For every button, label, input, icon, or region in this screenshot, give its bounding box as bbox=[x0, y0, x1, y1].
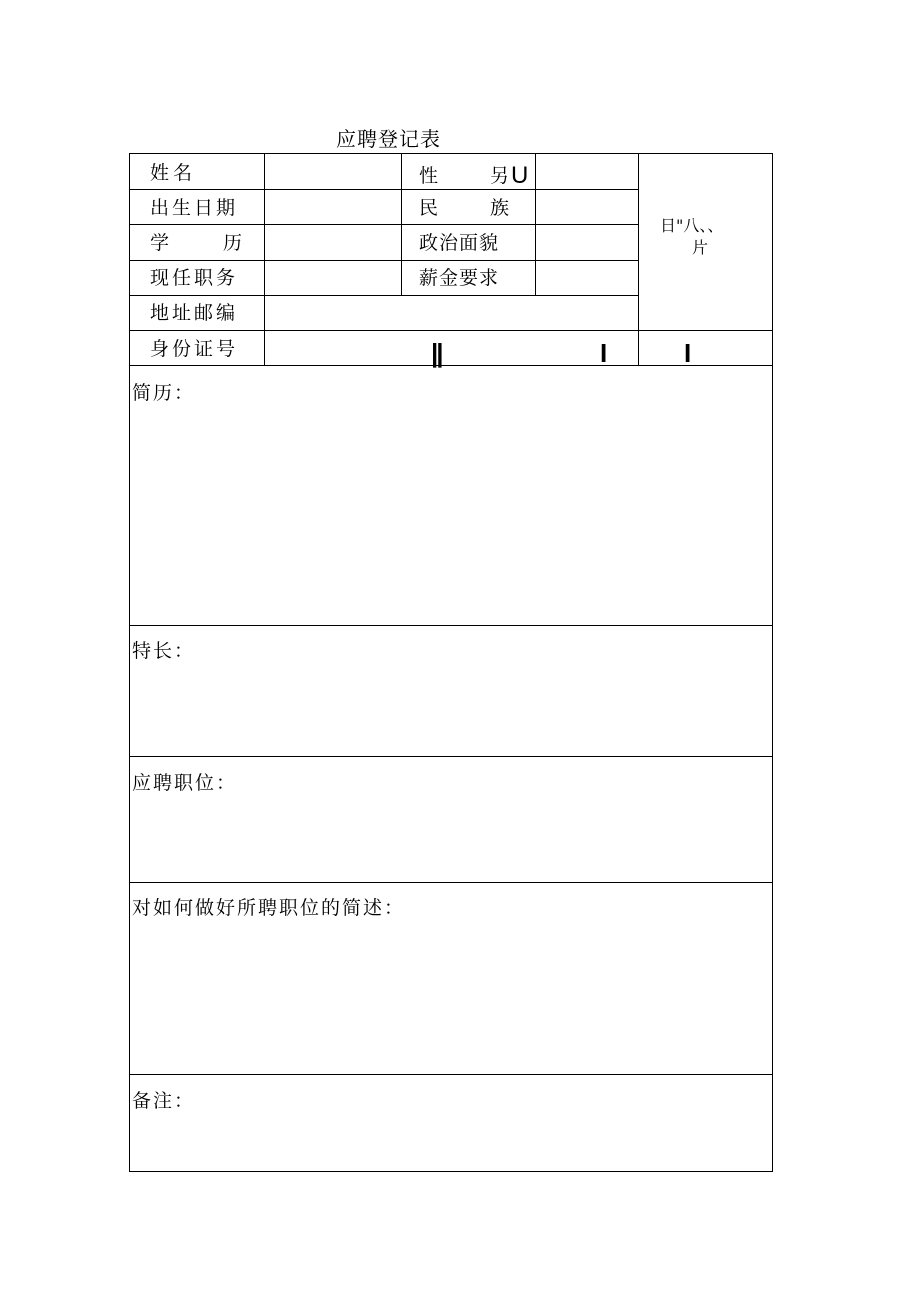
label-education bbox=[150, 232, 242, 254]
photo-label-line1: 日"八、、 bbox=[660, 216, 724, 235]
id-mark-single: I bbox=[684, 338, 692, 368]
label-ethnicity bbox=[419, 197, 509, 219]
section-label-specialties: 特长： bbox=[132, 640, 196, 662]
gender-mark: U bbox=[511, 162, 529, 189]
photo-label-line2: 片 bbox=[692, 238, 709, 257]
label-gender-first: 性 bbox=[419, 165, 439, 187]
political-status-field[interactable] bbox=[536, 225, 638, 260]
education-field[interactable] bbox=[265, 225, 401, 260]
id-number-field[interactable] bbox=[265, 331, 773, 368]
label-salary-requirement: 薪金要求 bbox=[419, 267, 500, 289]
label-ethnicity-first: 民 bbox=[419, 197, 439, 219]
position-statement-area[interactable] bbox=[130, 883, 773, 1074]
label-name: 姓名 bbox=[150, 162, 197, 184]
label-gender bbox=[419, 162, 529, 189]
section-label-remarks: 备注： bbox=[132, 1090, 196, 1112]
section-label-resume: 简历： bbox=[132, 382, 196, 404]
label-political-status: 政治面貌 bbox=[419, 232, 500, 254]
label-address-zip: 地址邮编 bbox=[150, 302, 239, 324]
specialties-area[interactable] bbox=[130, 626, 773, 756]
ethnicity-field[interactable] bbox=[536, 190, 638, 224]
salary-requirement-field[interactable] bbox=[536, 261, 638, 295]
label-gender-second: 另 bbox=[490, 165, 510, 187]
gender-field[interactable] bbox=[536, 154, 638, 189]
label-education-second: 历 bbox=[222, 232, 242, 254]
name-field[interactable] bbox=[265, 154, 401, 189]
remarks-area[interactable] bbox=[130, 1075, 773, 1171]
label-ethnicity-second: 族 bbox=[490, 197, 510, 219]
applied-position-area[interactable] bbox=[130, 757, 773, 882]
label-current-position: 现任职务 bbox=[150, 267, 239, 289]
column-divider bbox=[401, 154, 402, 295]
current-position-field[interactable] bbox=[265, 261, 401, 295]
id-mark-single: I bbox=[600, 338, 608, 368]
section-label-position-statement: 对如何做好所聘职位的简述： bbox=[132, 897, 406, 919]
section-label-applied-position: 应聘职位： bbox=[132, 772, 238, 794]
label-education-first: 学 bbox=[150, 232, 170, 254]
form-title: 应聘登记表 bbox=[336, 127, 441, 151]
label-id-number: 身份证号 bbox=[150, 338, 239, 360]
registration-form bbox=[129, 153, 773, 1172]
id-mark-double: || bbox=[431, 338, 442, 368]
address-zip-field[interactable] bbox=[265, 296, 638, 330]
label-birth-date: 出生日期 bbox=[150, 197, 239, 219]
resume-area[interactable] bbox=[130, 366, 773, 625]
birth-date-field[interactable] bbox=[265, 190, 401, 224]
